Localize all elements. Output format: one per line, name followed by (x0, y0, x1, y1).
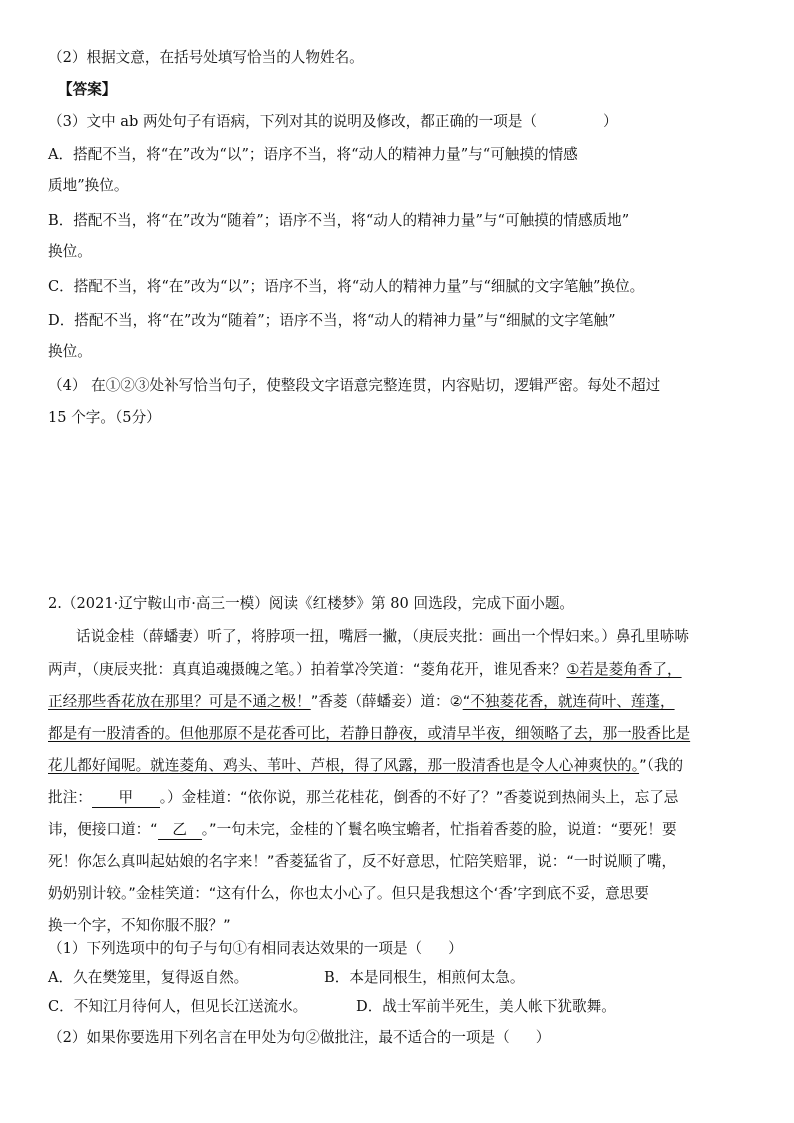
sub1-option-d: D．战士军前半死生，美人帐下犹歌舞。 (356, 998, 616, 1015)
q3-option-a-line2: 质地”换位。 (48, 177, 129, 194)
passage-line10: 换一个字，不知你服不服？” (48, 917, 231, 934)
sub1-option-b: B．本是同根生，相煎何太急。 (324, 969, 525, 986)
sub1-stem-close: ） (448, 940, 463, 957)
sub1-options-ab (48, 968, 525, 988)
sentence-1-underline: 正经那些香花放在那里？可是不通之极！ (48, 693, 311, 710)
blank-jia[interactable]: 甲 (92, 789, 160, 808)
q3-stem (48, 112, 618, 132)
passage-text: 两声，（庚辰夹批：真真追魂摄魄之笔。）拍着掌冷笑道：“菱角花开，谁见香来？ (48, 661, 567, 678)
passage-text: 。”一句未完，金桂的丫鬟名唤宝蟾者，忙指着香菱的脸，说道：“要死！要 (201, 821, 677, 838)
passage-line3 (48, 692, 675, 712)
blank-yi[interactable]: 乙 (158, 821, 202, 840)
passage-line7 (48, 820, 677, 840)
sentence-2-underline: “不独菱花香，就连荷叶、莲蓬， (462, 693, 675, 710)
q3-option-a-line1: A．搭配不当，将“在”改为“以”；语序不当，将“动人的精神力量”与“可触摸的情感 (48, 146, 578, 163)
passage-line2 (48, 660, 682, 680)
passage-line9: 奶奶别计较。”金桂笑道：“这有什么，你也太小心了。但只是我想这个‘香’字到底不妥，意思要 (48, 885, 649, 902)
q3-option-b-line2: 换位。 (48, 243, 92, 260)
passage-text: 批注： (48, 789, 92, 806)
q2-fill-name: （2）根据文意，在括号处填写恰当的人物姓名。 (48, 49, 364, 66)
passage-text: ”（我的 (639, 757, 684, 774)
q3-stem-text: （3）文中 ab 两处句子有语病，下列对其的说明及修改，都正确的一项是（ (48, 113, 538, 130)
q3-stem-close: ） (603, 113, 618, 130)
passage-text: 讳，便接口道：“ (48, 821, 158, 838)
sentence-1-underline: ①若是菱角香了， (566, 661, 682, 678)
q3-option-d-line1: D．搭配不当，将“在”改为“随着”；语序不当，将“动人的精神力量”与“细腻的文字笔触” (48, 312, 616, 329)
q4-line1: （4） 在①②③处补写恰当句子，使整段文字语意完整连贯，内容贴切，逻辑严密。每处不超过 (48, 377, 661, 394)
sentence-2-underline: 花儿都好闻呢。就连菱角、鸡头、苇叶、芦根，得了风露，那一股清香也是令人心神爽快的。 (48, 757, 640, 774)
sub1-stem (48, 939, 463, 959)
sub1-stem-text: （1）下列选项中的句子与句①有相同表达效果的一项是（ (48, 940, 423, 957)
sub1-option-a: A．久在樊笼里，复得返自然。 (48, 969, 249, 986)
passage-line8: 死！你怎么真叫起姑娘的名字来！”香菱猛省了，反不好意思，忙陪笑赔罪，说：“一时说顺了嘴， (48, 853, 677, 870)
answer-label: 【答案】 (58, 81, 117, 98)
sub2-stem-text: （2）如果你要选用下列名言在甲处为句②做批注，最不适合的一项是（ (48, 1029, 510, 1046)
sub1-option-c: C．不知江月待何人，但见长江送流水。 (48, 998, 308, 1015)
sub2-stem-close: ） (535, 1029, 551, 1046)
sub2-stem (48, 1028, 550, 1048)
sub1-options-cd (48, 997, 616, 1017)
passage-line1: 话说金桂（薛蟠妻）听了，将脖项一扭，嘴唇一撇，（庚辰夹批：画出一个悍妇来。）鼻孔里哧哧 (76, 628, 689, 645)
q3-option-d-line2: 换位。 (48, 343, 92, 360)
passage-line5 (48, 756, 683, 776)
passage-text: ”香菱（薛蟠妾）道：② (310, 693, 463, 710)
q4-line2: 15 个字。（5分） (48, 409, 161, 426)
q3-option-b-line1: B．搭配不当，将“在”改为“随着”；语序不当，将“动人的精神力量”与“可触摸的情感质地” (48, 212, 630, 229)
passage-text: 。）金桂道：“依你说，那兰花桂花，倒香的不好了？”香菱说到热闹头上，忘了忌 (159, 789, 679, 806)
passage-line4: 都是有一股清香的。但他那原不是花香可比，若静日静夜，或清早半夜，细领略了去，那一股香比是 (48, 725, 691, 742)
item2-header: 2.（2021·辽宁鞍山市·高三一模）阅读《红楼梦》第 80 回选段，完成下面小题。 (48, 595, 575, 612)
passage-line6 (48, 788, 678, 808)
q3-option-c: C．搭配不当，将“在”改为“以”；语序不当，将“动人的精神力量”与“细腻的文字笔触”换位。 (48, 278, 645, 295)
